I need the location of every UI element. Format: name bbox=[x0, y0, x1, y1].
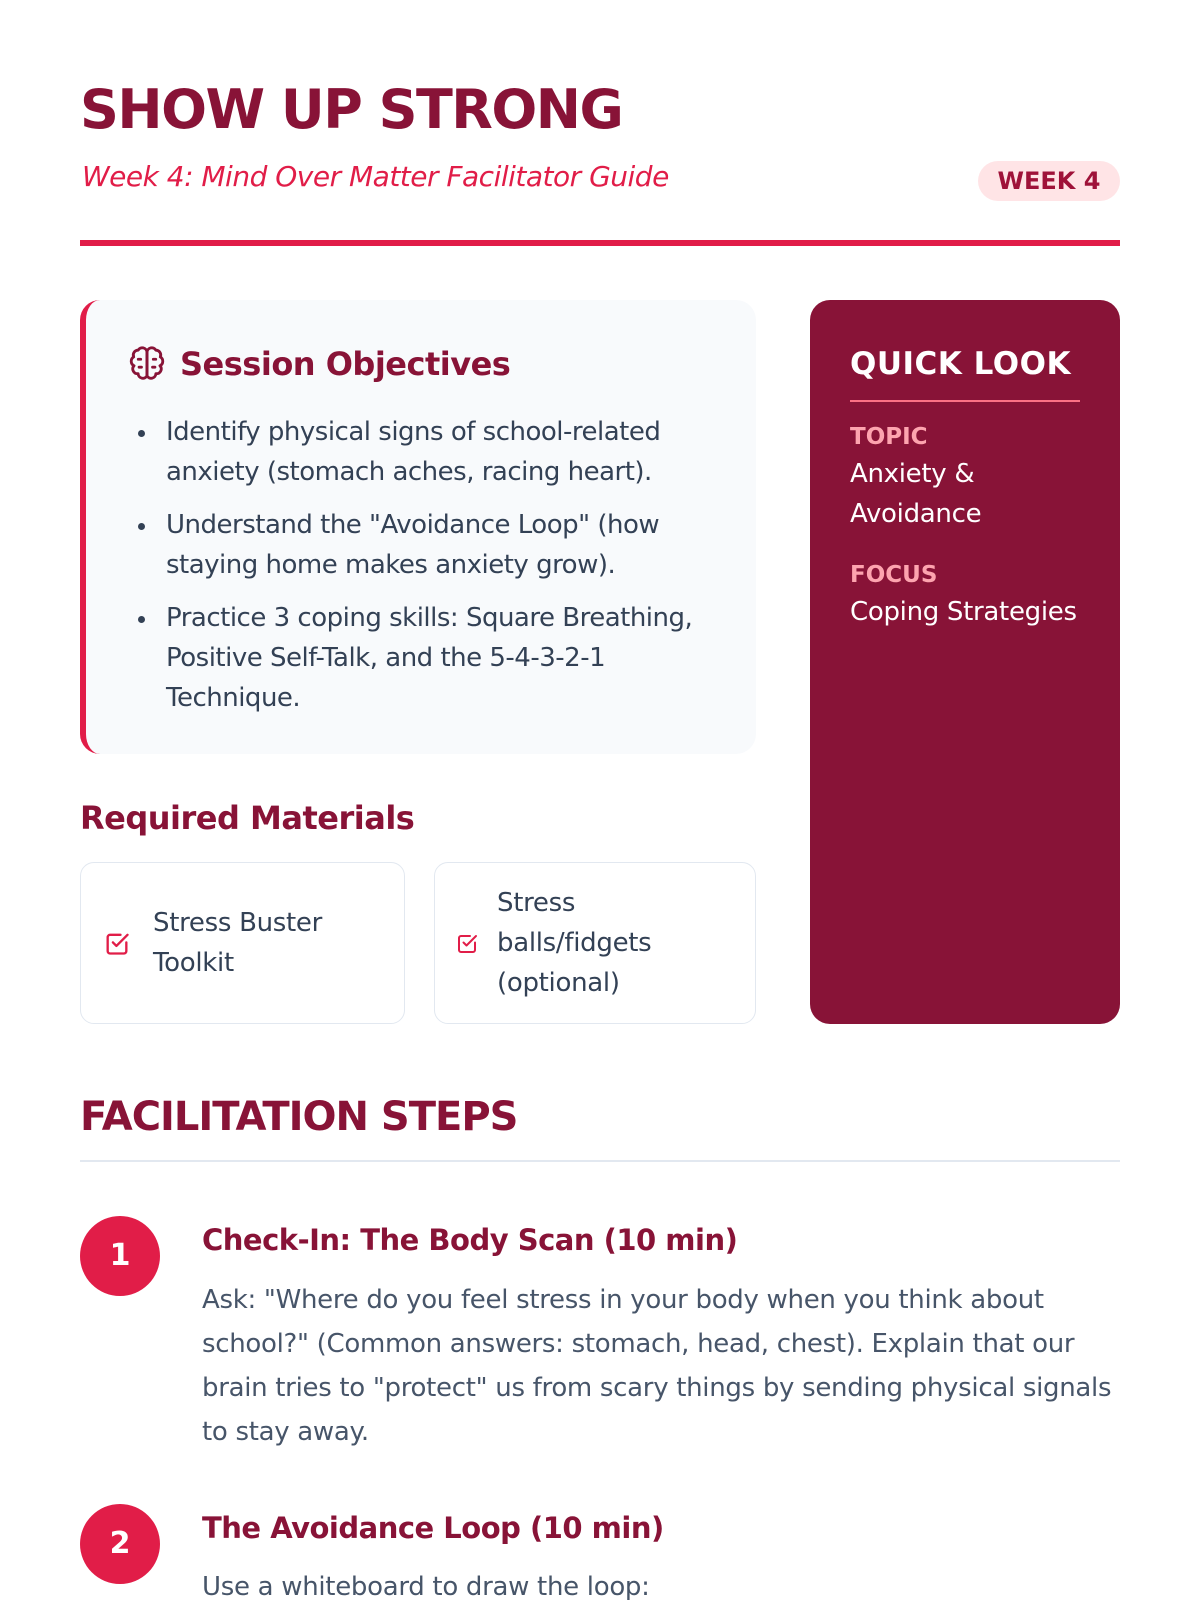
session-objectives-card bbox=[80, 300, 756, 754]
steps-title: FACILITATION STEPS bbox=[80, 1094, 518, 1140]
step-body: Use a whiteboard to draw the loop: bbox=[202, 1572, 650, 1600]
step-body: Ask: "Where do you feel stress in your body when you think about school?" (Common answers: stomach, head, chest). Explain that our brain tries to "protect" us from scary things by sending physical signals to stay away. bbox=[202, 1285, 1112, 1447]
page-header bbox=[80, 78, 1120, 195]
materials-title: Required Materials bbox=[80, 799, 415, 837]
objectives-list bbox=[136, 412, 736, 731]
objective-item: Identify physical signs of school-related anxiety (stomach aches, racing heart). bbox=[136, 412, 736, 492]
brain-icon bbox=[128, 345, 166, 383]
topic-label: TOPIC bbox=[850, 424, 928, 450]
step-number: 1 bbox=[80, 1216, 160, 1296]
step-title: Check-In: The Body Scan (10 min) bbox=[202, 1223, 738, 1257]
material-label: Stress balls/fidgets (optional) bbox=[497, 888, 652, 998]
focus-label: FOCUS bbox=[850, 562, 938, 588]
quick-look-panel bbox=[810, 300, 1120, 1024]
week-badge: WEEK 4 bbox=[978, 161, 1120, 201]
objective-item: Practice 3 coping skills: Square Breathing, Positive Self-Talk, and the 5-4-3-2-1 Technique. bbox=[136, 598, 736, 718]
material-card bbox=[80, 862, 405, 1024]
objective-item: Understand the "Avoidance Loop" (how staying home makes anxiety grow). bbox=[136, 505, 736, 585]
page-subtitle: Week 4: Mind Over Matter Facilitator Guide bbox=[82, 160, 669, 193]
quick-look-divider bbox=[850, 400, 1080, 402]
page-title: SHOW UP STRONG bbox=[80, 78, 623, 141]
quick-look-title: QUICK LOOK bbox=[850, 346, 1072, 382]
checkbox-icon bbox=[103, 929, 131, 957]
step-number: 2 bbox=[80, 1504, 160, 1584]
checkbox-icon bbox=[455, 931, 479, 955]
focus-value: Coping Strategies bbox=[850, 597, 1077, 627]
objectives-header bbox=[128, 344, 510, 384]
steps-divider bbox=[80, 1160, 1120, 1162]
objectives-title: Session Objectives bbox=[180, 345, 511, 383]
header-divider bbox=[80, 240, 1120, 246]
material-card bbox=[434, 862, 756, 1024]
material-label: Stress Buster Toolkit bbox=[153, 908, 323, 978]
topic-value: Anxiety & Avoidance bbox=[850, 459, 982, 529]
step-title: The Avoidance Loop (10 min) bbox=[202, 1511, 664, 1545]
